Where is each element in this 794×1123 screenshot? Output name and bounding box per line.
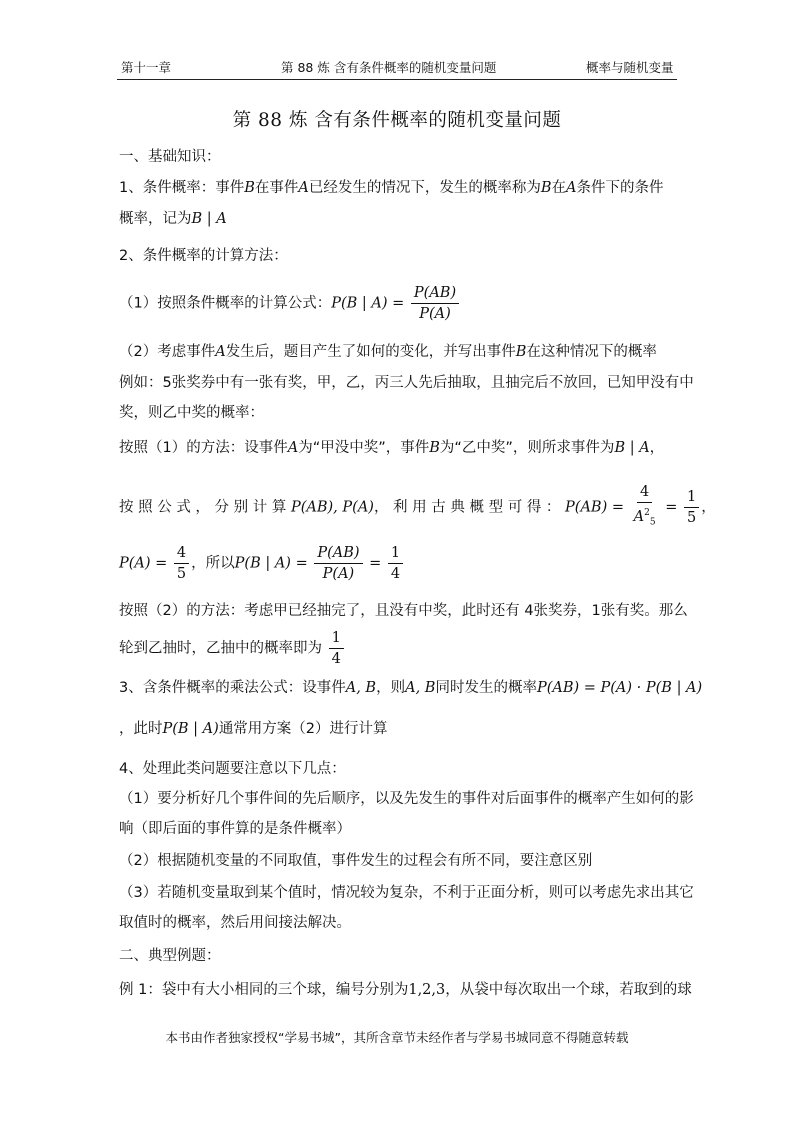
header-subject: 概率与随机变量	[586, 60, 674, 75]
header-rule	[117, 79, 677, 80]
header-section: 第 88 炼 含有条件概率的随机变量问题	[281, 60, 497, 75]
page-footer-copyright: 本书由作者独家授权“学易书城”，其所含章节未经作者与学易书城同意不得随意转载	[165, 1030, 629, 1045]
paragraph-note-1-line1: （1）要分析好几个事件间的先后顺序，以及先发生的事件对后面事件的概率产生如何的影	[119, 791, 694, 807]
paragraph-method1-compute: 按 照 公 式 ， 分 别 计 算 P(AB), P(A)， 利 用 古 典 概 型 可 得 ： P(AB) = $\frac{4}{A^2_5}$ = $\frac{1}{5}$ ，	[119, 482, 716, 533]
paragraph-method2-line2: 轮到乙抽时，乙抽中的概率即为 $\frac{1}{4}$	[119, 628, 346, 669]
paragraph-notes-heading: 4、处理此类问题要注意以下几点：	[119, 761, 346, 777]
paragraph-conditional-def-line2: 概率，记为B | A	[119, 211, 227, 227]
page-title: 第 88 炼 含有条件概率的随机变量问题	[232, 110, 562, 131]
formula-conditional-probability: （1）按照条件概率的计算公式：P(B | A) = $\frac{P(AB)}{P(A)}$	[119, 283, 461, 324]
paragraph-note-3-line1: （3）若随机变量取到某个值时，情况较为复杂，不利于正面分析，则可以考虑先求出其它	[119, 885, 694, 901]
paragraph-note-3-line2: 取值时的概率，然后用间接法解决。	[119, 915, 351, 931]
fraction: $\frac{P(AB)}{P(A)}$	[411, 283, 459, 324]
fraction: $\frac{P(AB)}{P(A)}$	[314, 543, 362, 584]
paragraph-example-line1: 例如：5张奖券中有一张有奖，甲，乙，丙三人先后抽取，且抽完后不放回，已知甲没有中	[119, 375, 694, 391]
fraction: $\frac{4}{5}$	[174, 543, 189, 584]
section-heading-basics: 一、基础知识：	[119, 149, 221, 165]
paragraph-multiplication-rule: 3、含条件概率的乘法公式：设事件A, B，则A, B同时发生的概率P(AB) = P(A) · P(B | A)	[119, 680, 703, 696]
paragraph-note-1-line2: 响（即后面的事件算的是条件概率）	[119, 821, 351, 837]
paragraph-note-2: （2）根据随机变量的不同取值，事件发生的过程会有所不同，要注意区别	[119, 853, 593, 869]
paragraph-multiplication-note: ，此时P(B | A)通常用方案（2）进行计算	[119, 721, 388, 737]
paragraph-method-2: （2）考虑事件A发生后，题目产生了如何的变化，并写出事件B在这种情况下的概率	[119, 344, 657, 360]
paragraph-method2-line1: 按照（2）的方法：考虑甲已经抽完了，且没有中奖，此时还有 4张奖券，1张有奖。那么	[119, 603, 688, 619]
section-heading-examples: 二、典型例题：	[119, 948, 221, 964]
header-chapter: 第十一章	[121, 60, 172, 75]
paragraph-conditional-def-line1: 1、条件概率：事件B在事件A已经发生的情况下，发生的概率称为B在A条件下的条件	[119, 180, 664, 196]
fraction: $\frac{1}{5}$	[684, 487, 699, 528]
paragraph-methods-heading: 2、条件概率的计算方法：	[119, 248, 288, 264]
paragraph-method1-result: P(A) = $\frac{4}{5}$ ，所以P(B | A) = $\frac{P(AB)}{P(A)}$ = $\frac{1}{4}$	[119, 543, 405, 584]
paragraph-method1-setup: 按照（1）的方法：设事件A为“甲没中奖”，事件B为“乙中奖”，则所求事件为B | A，	[119, 440, 665, 456]
fraction: $\frac{1}{4}$	[388, 543, 403, 584]
paragraph-example-1: 例 1：袋中有大小相同的三个球，编号分别为1,2,3，从袋中每次取出一个球，若取到的球	[119, 982, 692, 998]
fraction: $\frac{4}{A^2_5}$	[633, 484, 656, 528]
fraction: $\frac{1}{4}$	[329, 628, 344, 669]
paragraph-example-line2: 奖，则乙中奖的概率：	[119, 405, 264, 421]
